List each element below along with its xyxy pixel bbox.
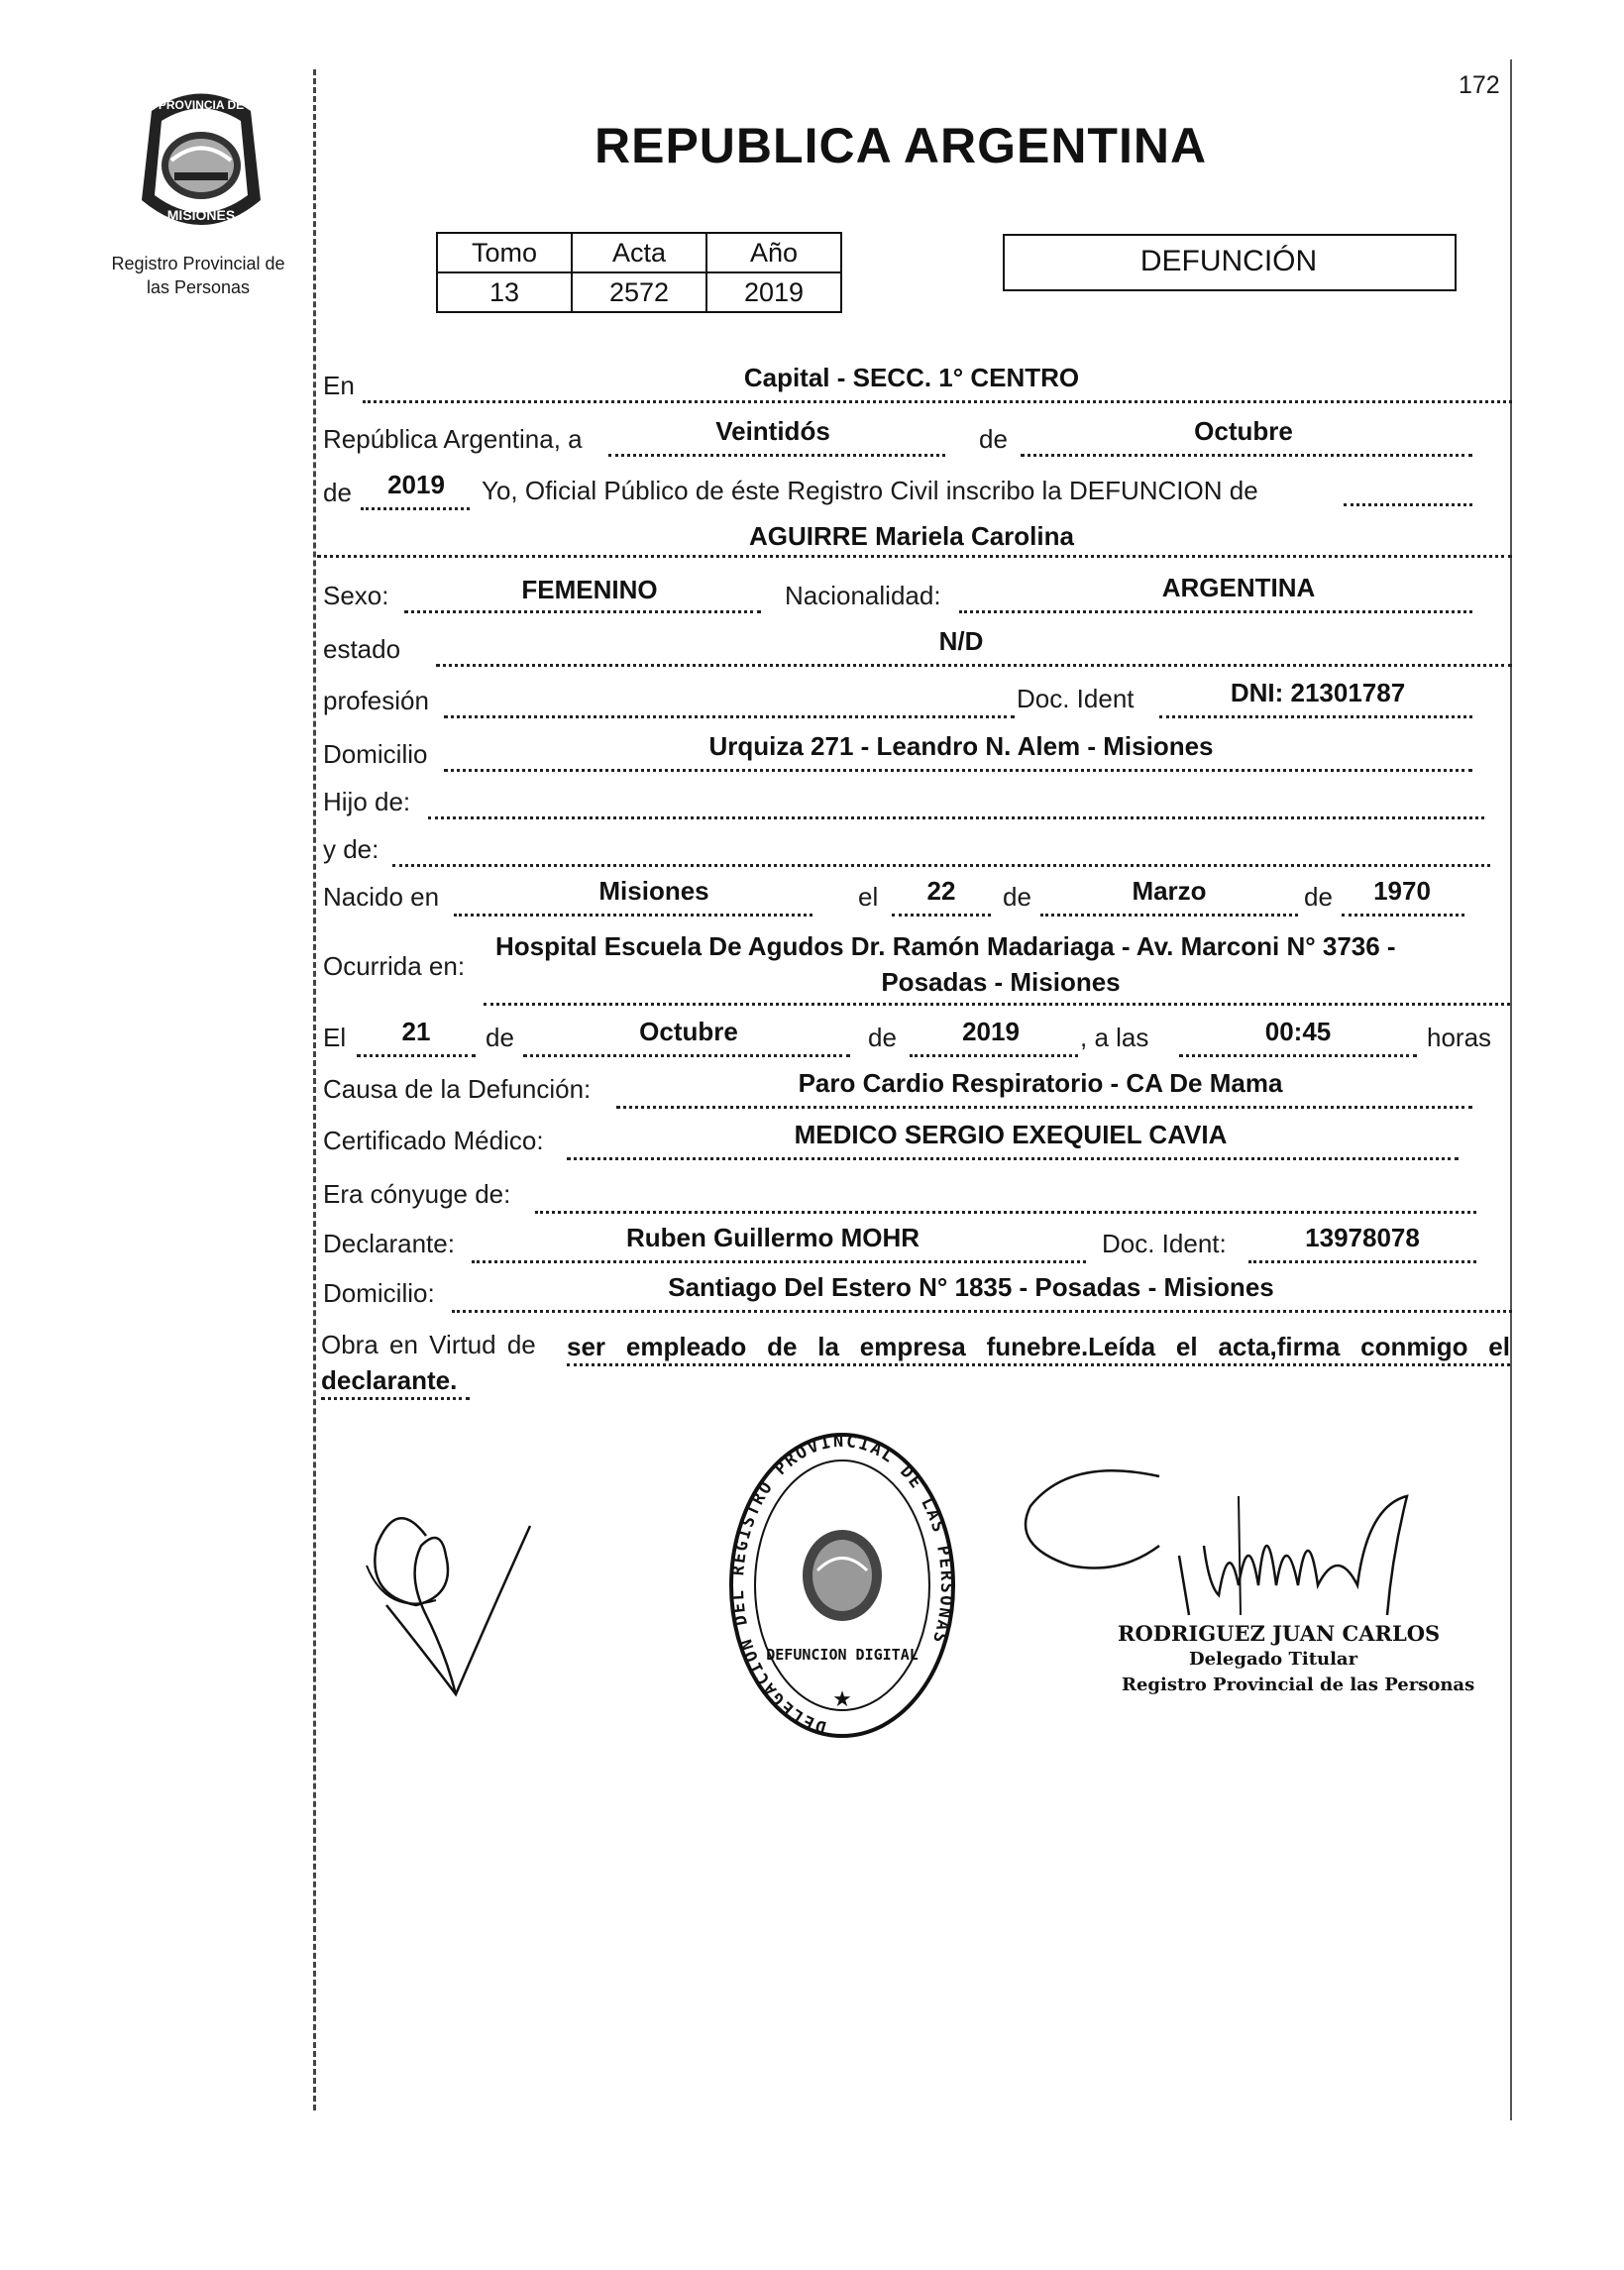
obra-text-line1: ser empleado de la empresa funebre.Leída el acta,firma conmigo el xyxy=(567,1332,1510,1361)
el2-label: El xyxy=(323,1023,347,1052)
officer-name: RODRIGUEZ JUAN CARLOS xyxy=(1118,1621,1441,1646)
dni-line xyxy=(1159,715,1472,718)
ocurrida-value-line1: Hospital Escuela De Agudos Dr. Ramón Madariaga - Av. Marconi N° 3736 - xyxy=(495,931,1396,961)
day-line xyxy=(608,454,945,457)
domicilio2-label: Domicilio: xyxy=(323,1278,435,1308)
nacido-mes-value: Marzo xyxy=(1132,876,1207,906)
logo-text-bottom: MISIONES xyxy=(166,207,236,223)
nacionalidad-value: ARGENTINA xyxy=(1161,573,1316,602)
estado-line xyxy=(436,664,1512,667)
conyuge-label: Era cónyuge de: xyxy=(323,1179,511,1209)
hora-value: 00:45 xyxy=(1264,1017,1332,1046)
fallecido-dia-value: 21 xyxy=(401,1017,431,1046)
fallecido-dia-line xyxy=(357,1054,476,1057)
ocurrida-line xyxy=(484,1003,1510,1006)
conyuge-line xyxy=(535,1211,1476,1214)
statement-text: Yo, Oficial Público de éste Registro Civil inscribo la DEFUNCION de xyxy=(482,476,1258,505)
republica-label: República Argentina, a xyxy=(323,424,583,454)
statement-line xyxy=(1344,503,1472,506)
place-value: Capital - SECC. 1° CENTRO xyxy=(743,363,1080,392)
nacido-anio-value: 1970 xyxy=(1373,876,1431,906)
certificado-line xyxy=(567,1157,1459,1160)
svg-text:★: ★ xyxy=(832,1687,852,1712)
obra-line1 xyxy=(567,1363,1510,1366)
obra-line2 xyxy=(321,1397,470,1400)
declarante-doc-value: 13978078 xyxy=(1305,1223,1420,1252)
fallecido-mes-value: Octubre xyxy=(639,1017,738,1046)
de4-label: de xyxy=(1304,882,1333,912)
yde-line xyxy=(392,864,1490,867)
header-tomo: Tomo xyxy=(437,233,572,272)
year-value: 2019 xyxy=(387,470,445,499)
officer-title: Delegado Titular xyxy=(1189,1649,1358,1670)
domicilio-line xyxy=(444,769,1472,772)
profesion-line xyxy=(444,715,1015,718)
alas-label: , a las xyxy=(1080,1023,1149,1052)
hijo-label: Hijo de: xyxy=(323,787,411,816)
declarante-label: Declarante: xyxy=(323,1229,455,1258)
profesion-label: profesión xyxy=(323,686,429,715)
causa-line xyxy=(616,1106,1472,1109)
certificado-value: MEDICO SERGIO EXEQUIEL CAVIA xyxy=(794,1120,1228,1149)
nacido-mes-line xyxy=(1040,914,1298,917)
de2-label: de xyxy=(323,478,352,507)
de5-label: de xyxy=(486,1023,514,1052)
sexo-value: FEMENINO xyxy=(521,575,658,604)
estado-value: N/D xyxy=(938,626,984,656)
sexo-line xyxy=(404,610,761,613)
record-table xyxy=(436,232,842,313)
horas-label: horas xyxy=(1427,1023,1492,1052)
certificado-label: Certificado Médico: xyxy=(323,1126,544,1155)
seal-ring-text: DELEGACION DEL REGISTRO PROVINCIAL DE LAS PERSONAS xyxy=(727,1431,957,1738)
hora-line xyxy=(1179,1054,1417,1057)
fallecido-mes-line xyxy=(523,1054,850,1057)
registry-name-line1: Registro Provincial de xyxy=(111,254,285,273)
nacido-lugar-value: Misiones xyxy=(598,876,709,906)
value-acta: 2572 xyxy=(572,272,706,312)
el-label: el xyxy=(858,882,879,912)
declarante-value: Ruben Guillermo MOHR xyxy=(625,1223,920,1252)
deceased-name: AGUIRRE Mariela Carolina xyxy=(749,521,1074,551)
ocurrida-value-line2: Posadas - Misiones xyxy=(881,967,1121,997)
nacido-label: Nacido en xyxy=(323,882,440,912)
causa-value: Paro Cardio Respiratorio - CA De Mama xyxy=(798,1068,1283,1098)
nacido-anio-line xyxy=(1342,914,1464,917)
causa-label: Causa de la Defunción: xyxy=(323,1074,592,1104)
nacido-lugar-line xyxy=(454,914,812,917)
value-tomo: 13 xyxy=(437,272,572,312)
left-margin-line xyxy=(313,69,316,2110)
registry-name-line2: las Personas xyxy=(146,277,251,297)
doc-ident-label: Doc. Ident xyxy=(1017,684,1135,713)
estado-label: estado xyxy=(323,634,401,664)
doc-ident2-label: Doc. Ident: xyxy=(1102,1229,1227,1258)
de3-label: de xyxy=(1003,882,1031,912)
nacido-dia-value: 22 xyxy=(926,876,956,906)
de-label: de xyxy=(979,424,1008,454)
month-line xyxy=(1021,454,1472,457)
obra-text-line2: declarante. xyxy=(321,1365,458,1395)
fallecido-anio-value: 2019 xyxy=(962,1017,1020,1046)
ocurrida-label: Ocurrida en: xyxy=(323,951,466,981)
domicilio-label: Domicilio xyxy=(323,739,428,769)
nacido-dia-line xyxy=(892,914,991,917)
month-value: Octubre xyxy=(1194,416,1293,446)
officer-signature xyxy=(1011,1437,1466,1625)
declarante-line xyxy=(472,1260,1086,1263)
en-line xyxy=(363,400,1512,403)
yde-label: y de: xyxy=(323,834,379,864)
en-label: En xyxy=(323,371,355,400)
logo-text-top: PROVINCIA DE xyxy=(158,98,245,112)
official-seal xyxy=(723,1427,961,1744)
record-type: DEFUNCIÓN xyxy=(1139,245,1318,277)
seal-inner-text: DEFUNCION DIGITAL xyxy=(766,1646,919,1664)
right-margin-line xyxy=(1510,59,1512,2120)
declarante-doc-line xyxy=(1248,1260,1476,1263)
obra-label: Obra en Virtud de xyxy=(321,1330,536,1359)
header-acta: Acta xyxy=(572,233,706,272)
header-anio: Año xyxy=(706,233,841,272)
domicilio2-value: Santiago Del Estero N° 1835 - Posadas - Misiones xyxy=(668,1272,1274,1302)
domicilio2-line xyxy=(452,1310,1512,1313)
fallecido-anio-line xyxy=(910,1054,1078,1057)
domicilio-value: Urquiza 271 - Leandro N. Alem - Misiones xyxy=(708,731,1214,761)
name-line xyxy=(317,555,1512,558)
sexo-label: Sexo: xyxy=(323,581,389,610)
page-number: 172 xyxy=(1459,71,1500,99)
officer-office: Registro Provincial de las Personas xyxy=(1122,1675,1475,1695)
document-title: REPUBLICA ARGENTINA xyxy=(595,118,1208,173)
province-logo xyxy=(127,81,275,240)
nacionalidad-label: Nacionalidad: xyxy=(785,581,941,610)
hijo-line xyxy=(428,816,1484,819)
value-anio: 2019 xyxy=(706,272,841,312)
day-words-value: Veintidós xyxy=(715,416,830,446)
declarant-signature xyxy=(347,1506,545,1724)
year-line xyxy=(361,507,470,510)
nacionalidad-line xyxy=(959,610,1472,613)
dni-value: DNI: 21301787 xyxy=(1230,678,1406,707)
de6-label: de xyxy=(868,1023,897,1052)
